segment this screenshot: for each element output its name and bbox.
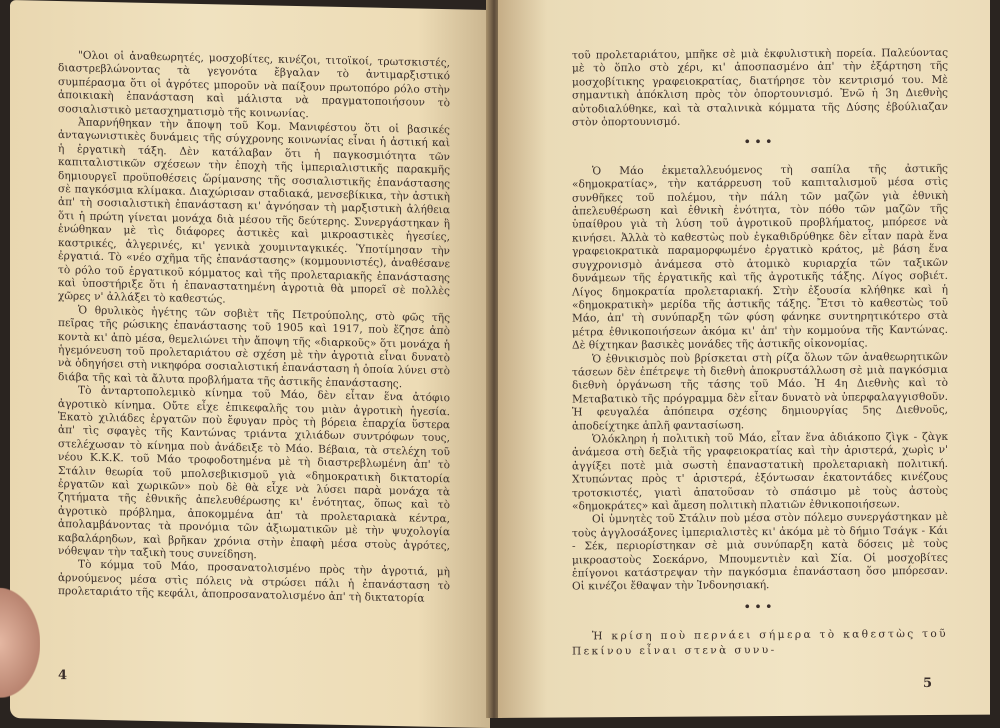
paragraph: Ὁλόκληρη ἡ πολιτικὴ τοῦ Μάο, εἶταν ἕνα ἀδιάκοπο ζὶγκ - ζὰγκ ἀνάμεσα στὴ δεξιὰ τῆς γραφειοκρατίας καὶ τὴν ἀριστερά, χωρὶς ν' ἀγγίξει ποτὲ μιὰ σωστὴ ἐπαναστατικὴ προλεταριακὴ πολιτική. Χτυπώντας πρὸς τ' ἀριστερά, ἐξόντωσαν ἑκατοντάδες κινέζους τροτσκιστές, γιατὶ ἀπατοῦσαν τὸ σπάσιμο μὲ τοὺς ἀστοὺς «δημοκράτες» καὶ ἄμεση πολιτικὴ πλατιῶν ἐθνικοποιήσεων. — [572, 430, 948, 513]
paragraph: Ὁ ἐθνικισμὸς ποὺ βρίσκεται στὴ ρίζα ὅλων τῶν ἀναθεωρητικῶν τάσεων δὲν ἐπέτρεψε τὴ διεθνὴ ἀποκρυστάλλωση σὲ μιὰ παγκόσμια διεθνὴ ὀργάνωση τῆς τάσης τοῦ Μάο. Ἡ 4η Διεθνὴς καὶ τὸ Μεταβατικὸ τῆς πρόγραμμα δὲν εἶταν δυνατὸ νὰ ὑπερφαλαγγισθοῦν. Ἡ φευγαλέα ἀπόπειρα σχέσης δημιουργίας 5ης Διεθνοῦς, ἀποδείχτηκε ἁπλῆ φαντασίωση. — [572, 350, 948, 433]
paragraph: Τὸ ἀνταρτοπολεμικὸ κίνημα τοῦ Μάο, δὲν εἶταν ἕνα ἀτόφιο ἀγροτικὸ κίνημα. Οὔτε εἶχε ἐπικεφαλῆς του μιὰν ἀγροτικὴ ἡγεσία. Ἑκατὸ χιλιάδες ἐργατῶν ποὺ ἔφυγαν πρὸς τὴ βόρεια ἐπαρχία ὕστερα ἀπ' τὶς σφαγὲς τῆς Καντώνας τριάντα χιλιάδων συντρόφων τους, στελέχωσαν τὸ κίνημα ποὺ ἀνάδειξε τὸ Μάο. Βέβαια, τὰ στελέχη τοῦ νέου Κ.Κ.Κ. τοῦ Μάο τροφοδοτημένα μὲ τὴ διαστρεβλωμένη ἀπ' τὸ Στάλιν θεωρία τοῦ μπολσεβικισμοῦ γιὰ «δημοκρατικὴ δικτατορία ἐργατῶν καὶ χωρικῶν» ποὺ δὲ θὰ εἶχε νὰ λύσει παρὰ μονάχα τὰ ζητήματα τῆς ἐθνικῆς ἀπελευθέρωσης κι' ἑνότητας, ὅπως καὶ τὸ ἀγροτικὸ πρόβλημα, ἀποκομμένα ἀπ' τὰ προλεταριακὰ κέντρα, ἀπολαμβάνοντας τὰ προνόμια τῶν ἀξιωματικῶν μὲ τὴν ψυχολογία καβαλάρηδων, καὶ βρῆκαν χρόνια στὴν ἐπαφὴ μέσα στοὺς ἀγρότες, νόθεψαν τὴν ταξικὴ τους συνείδηση. — [58, 384, 450, 562]
paragraph: Ἀπαρνήθηκαν τὴν ἄποψη τοῦ Κομ. Μανιφέστου ὅτι οἱ βασικές ἀνταγωνιστικὲς δυνάμεις τῆς σύγχρονης κοινωνίας εἶναι ἡ ἀστική καὶ ἡ ἐργατικὴ τάξη. Δὲν κατάλαβαν ὅτι ἡ παγκοσμιότητα τῶν καπιταλιστικῶν σχέσεων τὴν ἐποχὴ τῆς ἰμπεριαλιστικῆς παρακμῆς δημιουργεῖ προϋποθέσεις ὥρίμανσης τῆς σοσιαλιστικῆς ἐπανάστασης σὲ παγκόσμια κλίμακα. Διαχώρισαν σταδιακά, μενσεβίκικα, τὴν ἀστικὴ ἀπ' τὴ σοσιαλιστικὴ ἐπανάσταση κι' ἀγνόησαν τὴ μαρξιστικὴ ἀλήθεια ὅτι ἡ πρώτη γίνεται μονάχα διὰ μέσου τῆς δεύτερης. Συνεργάστηκαν ἢ ἑνώθηκαν μὲ τὶς διάφορες ἀστικὲς καὶ μικροαστικὲς ἡγεσίες, καστρικές, ἀλγερινές, κι' γενικὰ χουμινταγκικές. Ὑποτίμησαν τὴν ἐργατιά. Τὸ «νέο σχῆμα τῆς ἐπανάστασης» (κομμουνιστές), ἀναθέσανε τὸ ρόλο τοῦ ἐργατικοῦ κόμματος καὶ τῆς προλεταριακῆς ἐπανάστασης καὶ ὑποστήριξε ὅτι ἡ ἐπαναστατημένη ἀγροτιὰ θὰ μπορεῖ σὲ πολλὲς χῶρες ν' ἀλλάξει τὸ καθεστώς. — [58, 116, 450, 306]
finger — [0, 587, 40, 698]
section-separator: ••• — [743, 600, 777, 614]
right-page-text — [572, 47, 948, 660]
paragraph: Τὸ κόμμα τοῦ Μάο, προσανατολισμένο πρὸς τὴν ἀγροτιά, μὴ ἀρνούμενος μέσα στὶς πόλεις νὰ στρώσει πάλι ἡ ἐπανάσταση τὸ προλεταριάτο τῆς κεφάλι, ἀποπροσανατολισμένο ἀπ' τὴ δικτατορία — [58, 558, 450, 605]
paragraph: τοῦ προλεταριάτου, μπῆκε σὲ μιὰ ἐκφυλιστικὴ πορεία. Παλεύοντας μὲ τὸ ὅπλο στὸ χέρι, κι' ἀποσπασμένο ἀπ' τὴν ἐξάρτηση τῆς μοσχοβίτικης γραφειοκρατίας, διατήρησε τὸν κεντρισμό του. Μὲ σημαντικὴ ἀπόκλιση πρὸς τὸν ὁπορτουνισμό. Ἐνῶ ἡ 3η Διεθνὴς αὐτοδιαλύθηκε, καὶ τὰ σταλινικὰ κόμματα τῆς Δύσης ἐβούλιαζαν στὸν ὁπορτουνισμό. — [572, 46, 948, 129]
left-page — [10, 0, 490, 728]
paragraph: Ὁ Μάο ἐκμεταλλευόμενος τὴ σαπίλα τῆς ἀστικῆς «δημοκρατίας», τὴν κατάρρευση τοῦ καπιταλισμοῦ μέσα στὶς συνθῆκες τοῦ πολέμου, τὴν πάλη τῶν μαζῶν γιὰ ἐθνικὴ ἀπελευθέρωση καὶ ἐθνικὴ ἑνότητα, τὸν πόθο τῶν μαζῶν τῆς ὑπαίθρου γιὰ τὴ λύση τοῦ ἀγροτικοῦ προβλήματος, μπόρεσε νὰ κινήσει. Ἀλλὰ τὸ καθεστὼς ποὺ ἐγκαθιδρύθηκε δὲν εἶταν παρὰ ἕνα γραφειοκρατικὰ παραμορφωμένο ἐργατικὸ κράτος, μὲ βάση ἕνα συγχρονισμὸ ἀνάμεσα στὸ ἀτομικὸ κυριαρχία τῶν ταξικῶν δυνάμεων τῆς ἐργατικῆς καὶ τῆς ἀγροτικῆς τάξης. Λίγος σοβιέτ. Λίγος δημοκρατία προλεταριακή. Στὴν ἐξουσία κλήθηκε καὶ ἡ «δημοκρατικὴ» μερίδα τῆς ἀστικῆς τάξης. Ἔτσι τὸ καθεστὼς τοῦ Μάο, ἀπ' τὴ συνύπαρξη τῶν φύση φάνηκε συντηρητικότερο στὰ μέτρα ἐθνικοποιήσεων ἀκόμα κι' ἀπ' τὴν κομμούνα τῆς Καντώνας. Δὲ θίχτηκαν βασικὲς μονάδες τῆς ἀστικῆς οἰκονομίας. — [572, 162, 948, 352]
page-number: 4 — [58, 668, 68, 684]
paragraph: "Ολοι οἱ ἀναθεωρητές, μοσχοβίτες, κινέζοι, τιτοϊκοί, τρωτσκιστές, διαστρεβλώνοντας τὰ γεγονότα ἔβγαλαν τὸ ἀντιμαρξιστικό συμπέρασμα ὅτι οἱ ἀγρότες μποροῦν νὰ παίξουν πρωτοπόρο ρόλο στὴν ἀποικιακὴ ἐπανάσταση καὶ μάλιστα νὰ πραγματοποιήσουν τὸ σοσιαλιστικὸ μετασχηματισμὸ τῆς κοινωνίας. — [58, 49, 450, 120]
left-page-text — [58, 49, 450, 607]
right-page — [498, 0, 990, 718]
paragraph: Ὁ θρυλικὸς ἡγέτης τῶν σοβιὲτ τῆς Πετρούπολης, στὸ φῶς τῆς πεῖρας τῆς ρώσικης ἐπανάστασης τοῦ 1905 καὶ 1917, ποὺ ἔζησε ἀπὸ κοντὰ κι' ἀπὸ μέσα, θεμελιώνει τὴν ἄποψη τῆς «διαρκοῦς» ὅτι μονάχα ἡ ἡγεμόνευση τοῦ προλεταριάτου σὲ σχέση μὲ τὴν ἀγροτιὰ εἶναι δυνατὸ νὰ ὁδηγήσει στὴ νικηφόρα σοσιαλιστική ἐπανάσταση ἡ ὁποία λύνει στὸ διάβα τῆς καὶ τὰ ἄλυτα προβλήματα τῆς ἀστικῆς ἐπανάστασης. — [58, 304, 450, 390]
section-separator: ••• — [743, 136, 777, 149]
page-number: 5 — [922, 675, 932, 692]
paragraph: Οἱ ὑμνητὲς τοῦ Στάλιν ποὺ μέσα στὸν πόλεμο συνεργάστηκαν μὲ τοὺς ἀγγλοσάξονες ἰμπεριαλιστὲς κι' ἀκόμα μὲ τὸ δήμιο Τσάγκ - Κάι - Σέκ, περιορίστηκαν σὲ μιὰ συνύπαρξη κατὰ δόσεις μὲ τοὺς μικροαστοὺς Σοεκάρνο, Μπουμεντιὲν καὶ Σία. Οἱ μοσχοβίτες ἐπίγονοι κατάστρεψαν τὴν παγκόσμια ἐπανάσταση ὅσο μπόρεσαν. Οἱ κινέζοι ἔθαψαν τὴν Ἰνδονησιακή. — [572, 511, 948, 593]
closing-paragraph: Ἡ κρίση ποὺ περνάει σήμερα τὸ καθεστὼς τοῦ Πεκίνου εἶναι στενὰ συνυ- — [572, 628, 948, 658]
